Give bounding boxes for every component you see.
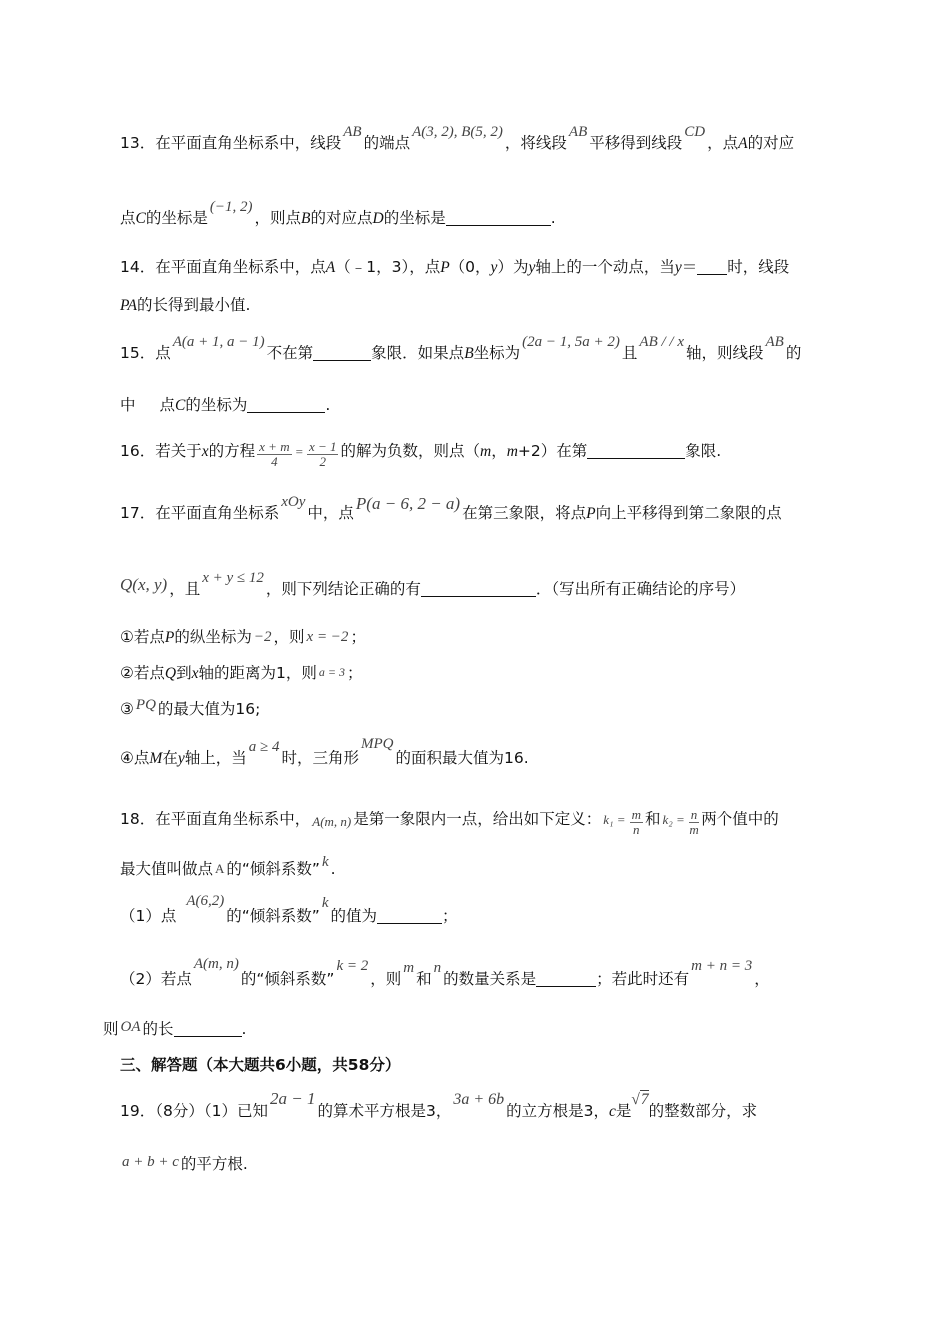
math-ab-2: AB xyxy=(568,124,588,140)
math-ab: AB xyxy=(765,334,784,350)
q17-option-4: ④点M在y轴上，当a ≥ 4时，三角形MPQ的面积最大值为16. xyxy=(120,736,529,767)
answer-blank[interactable] xyxy=(421,580,536,597)
math-point-a: A(a + 1, a − 1) xyxy=(172,334,265,350)
q17-line2: Q(x, y) ，且x + y ≤ 12，则下列结论正确的有 ．（写出所有正确结论的序号） xyxy=(120,570,746,598)
math-point-c: (−1, 2) xyxy=(209,199,253,215)
answer-blank[interactable] xyxy=(377,907,442,924)
q16-line: 16．若关于x的方程 $\frac{x + m}{4}$ = $\frac{x - 1}{2}$ 的解为负数，则点（m，m+2）在第 象限. xyxy=(120,439,722,469)
answer-blank[interactable] xyxy=(697,258,727,275)
q17-option-3: ③ PQ 的最大值为16; xyxy=(120,697,261,718)
sqrt-7: √7 xyxy=(631,1091,649,1108)
math-endpoints: A(3, 2), B(5, 2) xyxy=(412,124,503,140)
math-point-q: Q(x, y) xyxy=(120,575,168,594)
q15-line2: 中 点C的坐标为 . xyxy=(120,396,331,414)
fraction-x-minus-1-over-2: $\frac{x - 1}{2}$ xyxy=(308,439,337,469)
fraction-x-plus-m-over-4: $\frac{x + m}{4}$ xyxy=(259,439,290,469)
answer-blank[interactable] xyxy=(313,344,371,361)
q18-line2: 最大值叫做点 A 的“倾斜系数” k . xyxy=(120,854,336,878)
answer-blank[interactable] xyxy=(587,442,685,459)
fraction-n-over-m: $\frac{n}{m}$ xyxy=(689,807,699,837)
section-title: 三、解答题（本大题共6小题，共58分） xyxy=(120,1056,401,1074)
answer-blank[interactable] xyxy=(247,396,325,413)
answer-blank[interactable] xyxy=(174,1020,242,1037)
math-a-6-2: A(6,2) xyxy=(186,893,225,909)
q18-part-3: 则 OA 的长 . xyxy=(103,1019,247,1038)
q19-line2: a + b + c 的平方根. xyxy=(122,1154,248,1173)
q13-line1: 13．在平面直角坐标系中，线段AB的端点A(3, 2), B(5, 2)，将线段AB平移得到线段CD，点A的对应 xyxy=(120,124,795,152)
q14-line1: 14．在平面直角坐标系中，点A（﹣1，3），点P（0，y）为y轴上的一个动点，当y＝ 时，线段 xyxy=(120,258,790,276)
answer-blank[interactable] xyxy=(446,209,551,226)
q17-option-2: ②若点Q到x轴的距离为1，则 a = 3 ； xyxy=(120,664,363,682)
math-cd: CD xyxy=(684,124,706,140)
math-parallel: AB / / x xyxy=(639,334,684,350)
math-point-b: (2a − 1, 5a + 2) xyxy=(522,334,620,350)
math-inequality: x + y ≤ 12 xyxy=(202,570,264,586)
q17-option-1: ①若点P的纵坐标为 −2 ，则 x = −2 ； xyxy=(120,628,366,646)
q18-part-2: （2）若点A(m, n)的“倾斜系数”k = 2，则m和n的数量关系是 ；若此时还有m + n = 3， xyxy=(120,956,770,988)
q18-line1: 18．在平面直角坐标系中， A(m, n) 是第一象限内一点，给出如下定义： k₁ = $\frac{m}{n}$ 和 k₂ = $\frac{n}{m}$ 两个值中的 xyxy=(120,807,779,837)
math-xoy: xOy xyxy=(281,494,306,510)
math-point-a-mn: A(m, n) xyxy=(193,956,239,972)
q15-line1: 15．点A(a + 1, a − 1)不在第 象限．如果点B坐标为(2a − 1, 5a + 2)且AB / / x轴，则线段AB的 xyxy=(120,334,802,362)
math-ab: AB xyxy=(343,124,362,140)
q13-line2: 点C的坐标是(−1, 2)，则点B的对应点D的坐标是 . xyxy=(120,199,556,227)
math-point-a-mn: A(m, n) xyxy=(312,814,352,829)
math-point-p: P(a − 6, 2 − a) xyxy=(355,494,461,513)
answer-blank[interactable] xyxy=(536,970,596,987)
q18-part-1: （1）点A(6,2)的“倾斜系数”k的值为 ； xyxy=(120,893,458,925)
q14-line2: PA的长得到最小值. xyxy=(120,296,251,314)
q19-line1: 19．（8分）（1）已知2a − 1的算术平方根是3，3a + 6b的立方根是3，c是√7的整数部分，求 xyxy=(120,1089,758,1120)
q17-line1: 17．在平面直角坐标系xOy中，点 P(a − 6, 2 − a) 在第三象限，将点P向上平移得到第二象限的点 xyxy=(120,494,782,522)
fraction-m-over-n: $\frac{m}{n}$ xyxy=(631,807,641,837)
